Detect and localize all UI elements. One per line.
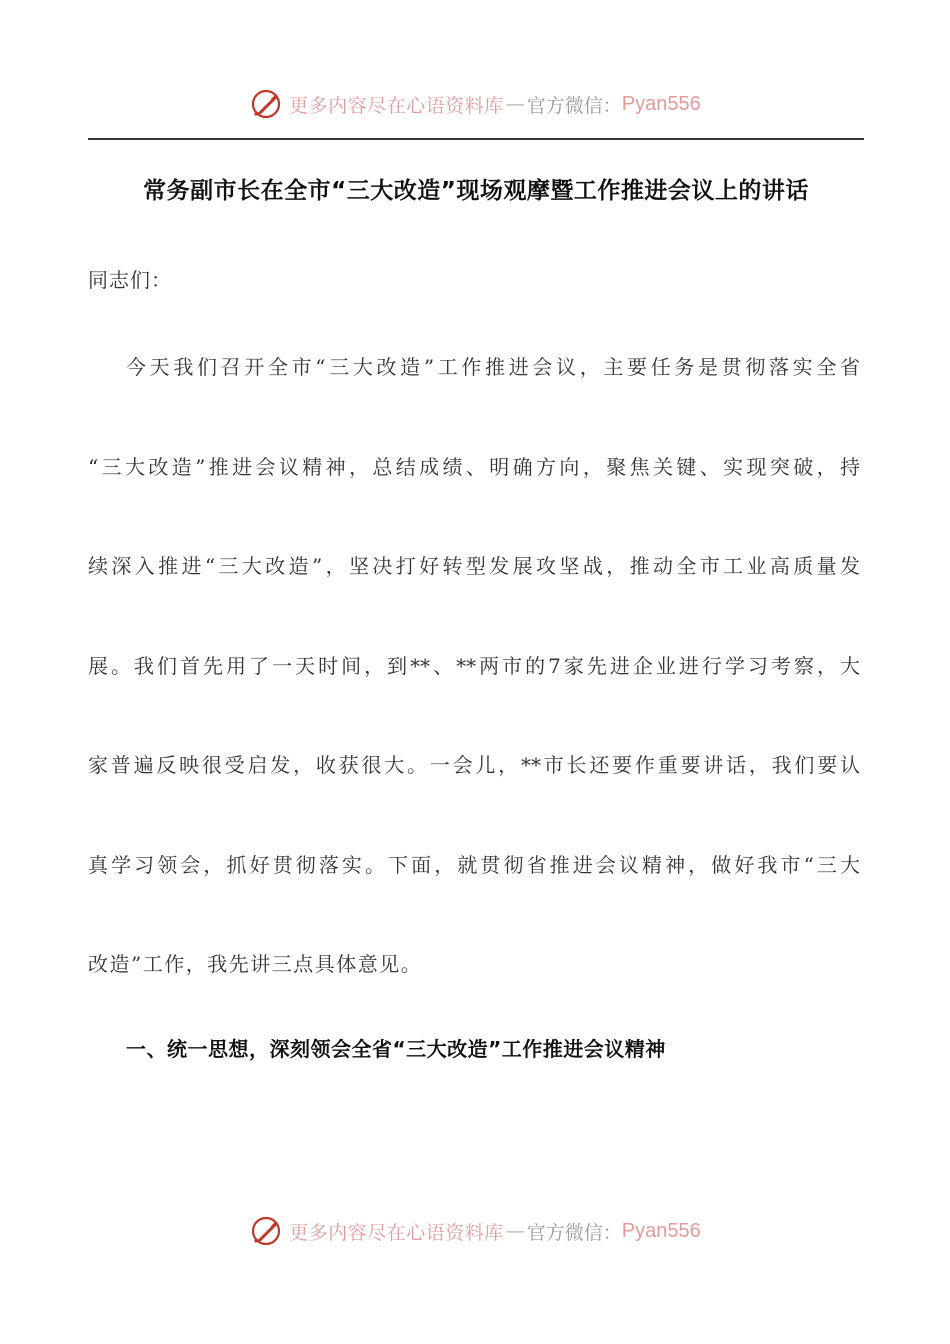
header-dash: — — [505, 93, 525, 115]
footer-wechat-id: Pyan556 — [621, 1219, 701, 1242]
paragraph-line: “三大改造”推进会议精神，总结成绩、明确方向，聚焦关键、实现突破，持 — [88, 455, 860, 479]
header-wechat-label: 官方微信： — [526, 94, 622, 117]
section-heading: 一、统一思想，深刻领会全省“三大改造”工作推进会议精神 — [126, 1037, 666, 1061]
paragraph-line: 今天我们召开全市“三大改造”工作推进会议，主要任务是贯彻落实全省 — [126, 355, 860, 379]
document-title: 常务副市长在全市“三大改造”现场观摩暨工作推进会议上的讲话 — [143, 178, 809, 204]
footer-slogan: 更多内容尽在心语资料库 — [289, 1221, 504, 1244]
header-divider — [88, 138, 864, 140]
quill-pen-logo-icon — [249, 87, 283, 121]
paragraph-line: 家普遍反映很受启发，收获很大。一会儿，**市长还要作重要讲话，我们要认 — [88, 753, 860, 777]
paragraph-line: 改造”工作，我先讲三点具体意见。 — [88, 952, 423, 976]
header-wechat-id: Pyan556 — [621, 92, 701, 115]
paragraph-line: 续深入推进“三大改造”，坚决打好转型发展攻坚战，推动全市工业高质量发 — [88, 554, 860, 578]
footer-dash: — — [505, 1220, 525, 1242]
header-slogan: 更多内容尽在心语资料库 — [289, 94, 504, 117]
footer-banner — [0, 1211, 950, 1251]
header-banner — [0, 84, 950, 124]
salutation: 同志们： — [88, 268, 172, 292]
quill-pen-logo-icon — [249, 1214, 283, 1248]
footer-wechat-label: 官方微信： — [526, 1221, 622, 1244]
paragraph-line: 展。我们首先用了一天时间，到**、**两市的7家先进企业进行学习考察，大 — [88, 654, 860, 678]
paragraph-line: 真学习领会，抓好贯彻落实。下面，就贯彻省推进会议精神，做好我市“三大 — [88, 853, 860, 877]
